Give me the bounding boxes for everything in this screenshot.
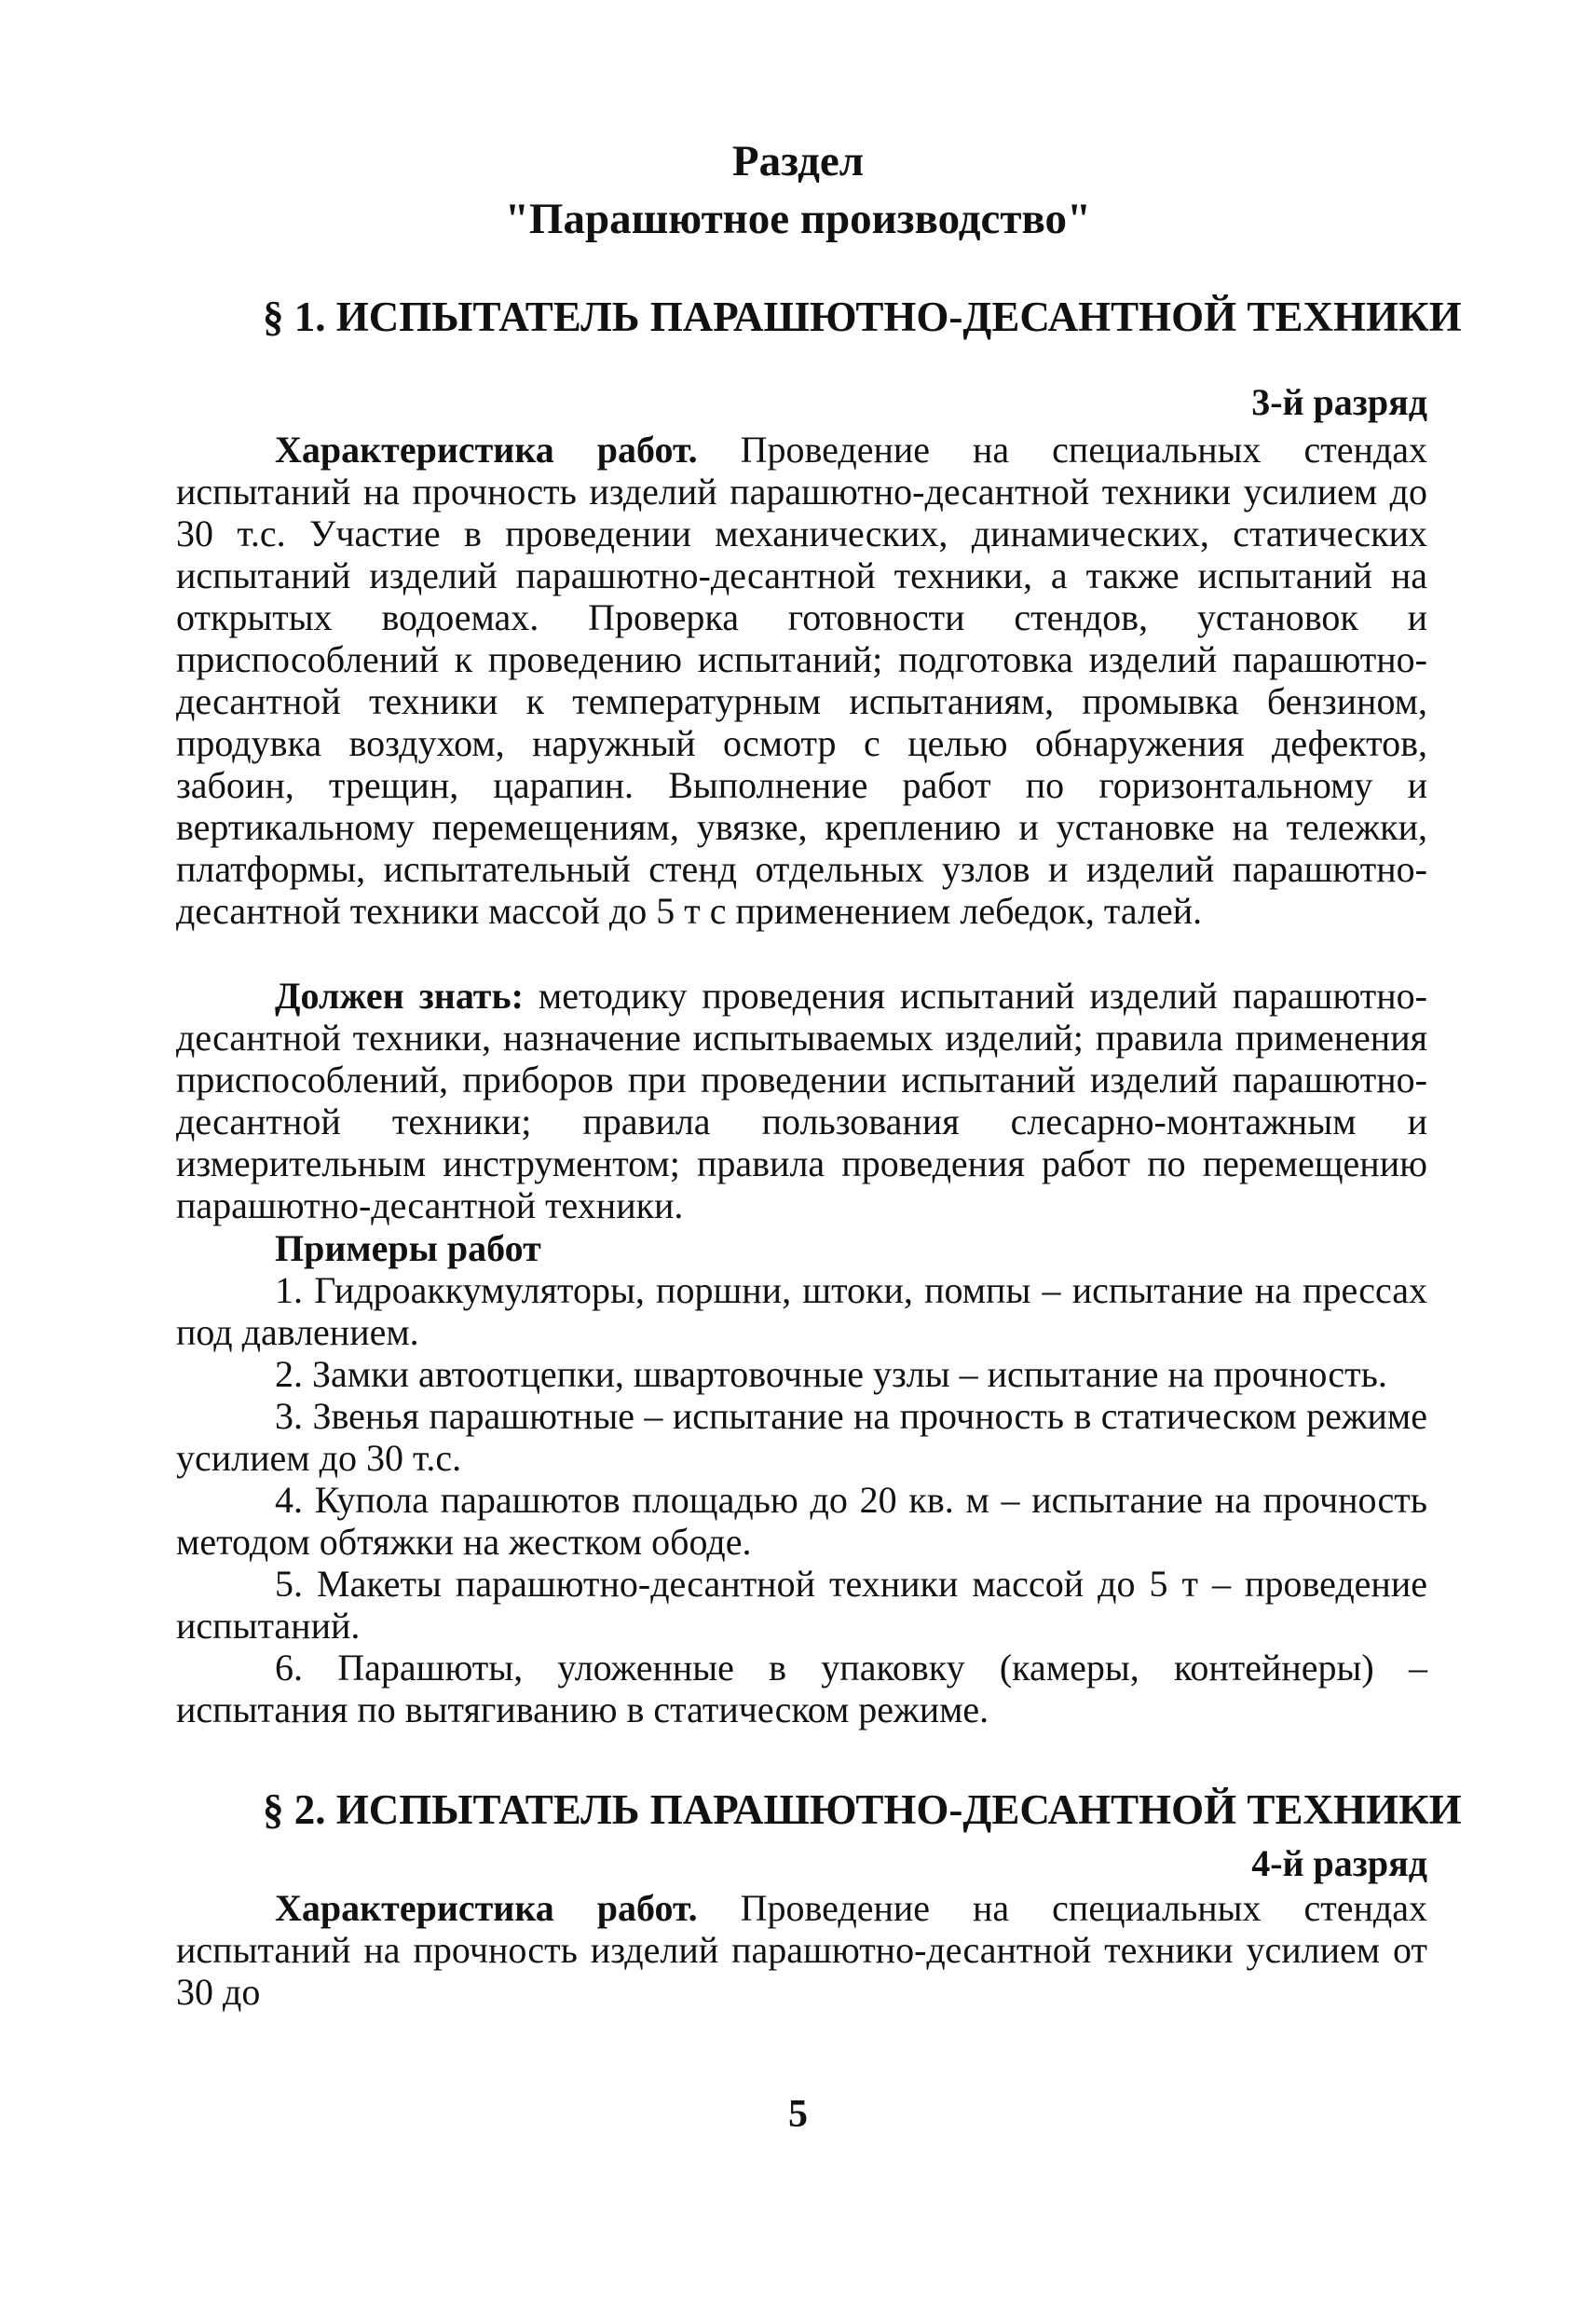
characteristics-text: Проведение на специальных стендах испытаний на прочность изделий парашютно-десантной техники усилием до 30 т.с. Участие в проведении механических, динамических, статических испытаний изделий парашютно-десантной техники, а также испытаний на открытых водоемах. Проверка готовности стендов, установок и приспособлений к проведению испытаний; подготовка изделий парашютно-десантной техники к температурным испытаниям, промывка бензином, продувка воздухом, наружный осмотр с целью обнаружения дефектов, забоин, трещин, царапин. Выполнение работ по горизонтальному и вертикальному перемещениям, увязке, креплению и установке на тележки, платформы, испытательный стенд отдельных узлов и изделий парашютно-десантной техники массой до 5 т с применением лебедок, талей. xyxy=(176,429,1427,932)
characteristics-label: Характеристика работ. xyxy=(275,429,698,471)
paragraph-2-characteristics xyxy=(176,1887,1427,2013)
characteristics-label: Характеристика работ. xyxy=(275,1887,698,1929)
paragraph-1-characteristics xyxy=(176,429,1427,932)
example-item: 5. Макеты парашютно-десантной техники массой до 5 т – проведение испытаний. xyxy=(176,1563,1427,1647)
page-number: 5 xyxy=(788,2093,808,2136)
section-label: Раздел xyxy=(731,137,865,185)
characteristics-text: Проведение на специальных стендах испытаний на прочность изделий парашютно-десантной техники усилием от 30 до xyxy=(176,1887,1427,2013)
paragraph-1-heading: § 1. ИСПЫТАТЕЛЬ ПАРАШЮТНО-ДЕСАНТНОЙ ТЕХНИКИ xyxy=(263,294,1462,340)
example-item: 6. Парашюты, уложенные в упаковку (камеры, контейнеры) – испытания по вытягиванию в статическом режиме. xyxy=(176,1647,1427,1730)
must-know-label: Должен знать: xyxy=(275,975,524,1017)
example-item: 4. Купола парашютов площадью до 20 кв. м – испытание на прочность методом обтяжки на жестком ободе. xyxy=(176,1479,1427,1563)
example-item: 1. Гидроаккумуляторы, поршни, штоки, помпы – испытание на прессах под давлением. xyxy=(176,1269,1427,1353)
paragraph-1-must-know xyxy=(176,975,1427,1226)
example-item: 2. Замки автоотцепки, швартовочные узлы – испытание на прочность. xyxy=(275,1353,1387,1395)
paragraph-1-grade: 3-й разряд xyxy=(1251,381,1427,423)
paragraph-2-grade: 4-й разряд xyxy=(1251,1842,1427,1884)
paragraph-2-heading: § 2. ИСПЫТАТЕЛЬ ПАРАШЮТНО-ДЕСАНТНОЙ ТЕХНИКИ xyxy=(263,1786,1462,1833)
example-item: 3. Звенья парашютные – испытание на прочность в статическом режиме усилием до 30 т.с. xyxy=(176,1395,1427,1479)
must-know-text: методику проведения испытаний изделий парашютно-десантной техники, назначение испытываемых изделий; правила применения приспособлений, приборов при проведении испытаний изделий парашютно-десантной техники; правила пользования слесарно-монтажным и измерительным инструментом; правила проведения работ по перемещению парашютно-десантной техники. xyxy=(176,975,1427,1226)
examples-heading: Примеры работ xyxy=(275,1227,541,1269)
section-name: "Парашютное производство" xyxy=(504,195,1092,243)
